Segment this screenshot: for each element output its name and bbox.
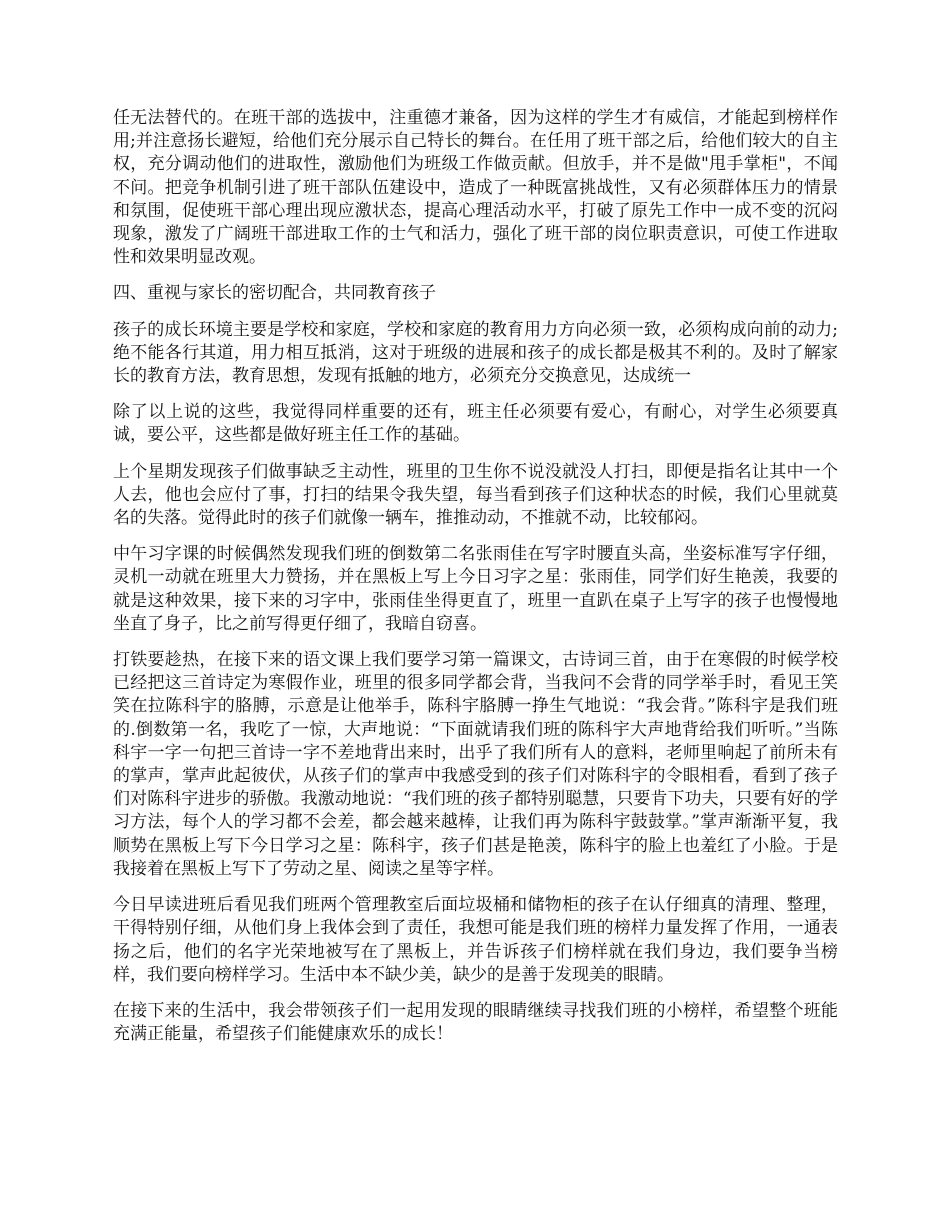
paragraph-recitation-story: 打铁要趁热，在接下来的语文课上我们要学习第一篇课文，古诗词三首，由于在寒假的时候学校已经把这三首诗定为寒假作业，班里的很多同学都会背，当我问不会背的同学举手时，看见王笑笑在拉陈科宇的胳膊，示意是让他举手，陈科宇胳膊一挣生气地说：“我会背。”陈科宇是我们班的.倒数第一名，我吃了一惊，大声地说：“下面就请我们班的陈科宇大声地背给我们听听。”当陈科宇一字一句把三首诗一字不差地背出来时，出乎了我们所有人的意料，老师里响起了前所未有的掌声，掌声此起彼伏，从孩子们的掌声中我感受到的孩子们对陈科宇的令眼相看，看到了孩子们对陈科宇进步的骄傲。我激动地说：“我们班的孩子都特别聪慧，只要肯下功夫，只要有好的学习方法，每个人的学习都不会差，都会越来越棒，让我们再为陈科宇鼓鼓掌。”掌声渐渐平复，我顺势在黑板上写下今日学习之星：陈科宇，孩子们甚是艳羡，陈科宇的脸上也羞红了小脸。于是我接着在黑板上写下了劳动之星、阅读之星等字样。 <box>113 650 838 879</box>
paragraph-class-cadre-selection: 任无法替代的。在班干部的选拔中，注重德才兼备，因为这样的学生才有威信，才能起到榜样作用;并注意扬长避短，给他们充分展示自己特长的舞台。在任用了班干部之后，给他们较大的自主权，充分调动他们的进取性，激励他们为班级工作做贡献。但放手，并不是做"甩手掌柜"，不闻不问。把竞争机制引进了班干部队伍建设中，造成了一种既富挑战性，又有必须群体压力的情景和氛围，促使班干部心理出现应激状态，提高心理活动水平，打破了原先工作中一成不变的沉闷现象，激发了广阔班干部进取工作的士气和活力，强化了班干部的岗位职责意识，可使工作进取性和效果明显改观。 <box>113 108 838 268</box>
paragraph-teacher-qualities: 除了以上说的这些，我觉得同样重要的还有，班主任必须要有爱心，有耐心，对学生必须要真诚，要公平，这些都是做好班主任工作的基础。 <box>113 402 838 446</box>
paragraph-morning-cleaning: 今日早读进班后看见我们班两个管理教室后面垃圾桶和储物柜的孩子在认仔细真的清理、整理，干得特别仔细，从他们身上我体会到了责任，我想可能是我们班的榜样力量发挥了作用，一通表扬之后，他们的名字光荣地被写在了黑板上，并告诉孩子们榜样就在我们身边，我们要争当榜样，我们要向榜样学习。生活中本不缺少美，缺少的是善于发现美的眼睛。 <box>113 895 838 985</box>
paragraph-writing-star: 中午习字课的时候偶然发现我们班的倒数第二名张雨佳在写字时腰直头高，坐姿标准写字仔细，灵机一动就在班里大力赞扬，并在黑板上写上今日习字之星：张雨佳，同学们好生艳羡，我要的就是这种效果，接下来的习字中，张雨佳坐得更直了，班里一直趴在桌子上写字的孩子也慢慢地坐直了身子，比之前写得更仔细了，我暗自窃喜。 <box>113 544 838 634</box>
section-heading-parent-cooperation: 四、重视与家长的密切配合，共同教育孩子 <box>113 283 436 304</box>
document-page <box>113 107 838 1059</box>
paragraph-family-school: 孩子的成长环境主要是学校和家庭，学校和家庭的教育用力方向必须一致，必须构成向前的动力;绝不能各行其道，用力相互抵消，这对于班级的进展和孩子的成长都是极其不利的。及时了解家长的教育方法，教育思想，发现有抵触的地方，必须充分交换意见，达成统一 <box>113 319 838 387</box>
paragraph-lack-of-initiative: 上个星期发现孩子们做事缺乏主动性，班里的卫生你不说没就没人打扫，即便是指名让其中一个人去，他也会应付了事，打扫的结果令我失望，每当看到孩子们这种状态的时候，我们心里就莫名的失落。觉得此时的孩子们就像一辆车，推推动动，不推就不动，比较郁闷。 <box>113 461 838 529</box>
paragraph-conclusion: 在接下来的生活中，我会带领孩子们一起用发现的眼睛继续寻找我们班的小榜样，希望整个班能充满正能量，希望孩子们能健康欢乐的成长！ <box>113 1000 838 1045</box>
